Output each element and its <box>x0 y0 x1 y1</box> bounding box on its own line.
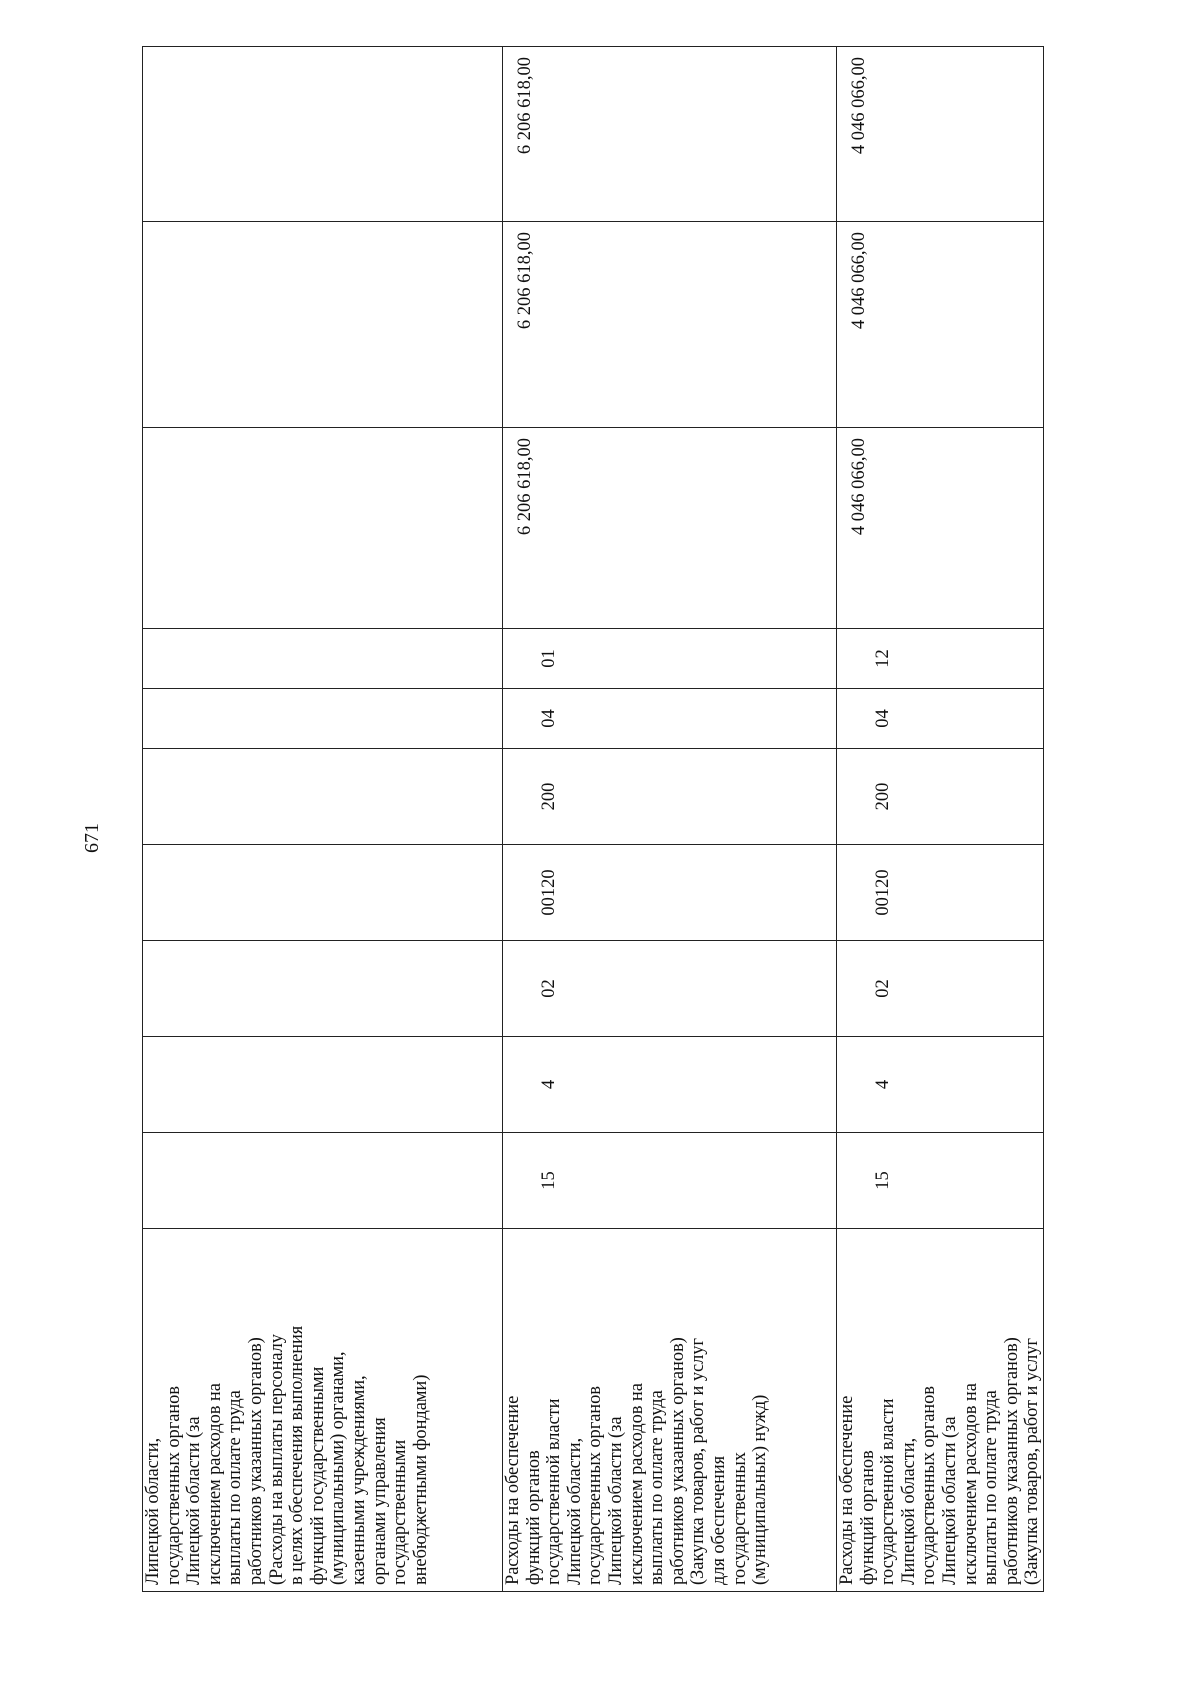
code-cell-c4: 00120 <box>503 845 837 941</box>
description-line: для обеспечения <box>708 1455 729 1585</box>
code-cell-c2 <box>143 1037 503 1133</box>
description-line: функций органов <box>523 1450 544 1585</box>
amount-cell-v1: 4 046 066,00 <box>837 428 1044 629</box>
code-cell-c2: 4 <box>503 1037 837 1133</box>
description-line: Липецкой области, <box>143 1437 163 1585</box>
code-cell-c5: 200 <box>837 749 1044 845</box>
description-line: казенными учреждениями, <box>348 1375 369 1585</box>
description-line: государственных органов <box>163 1386 184 1585</box>
description-line: государственной власти <box>878 1398 899 1585</box>
code-cell-c3: 02 <box>503 941 837 1037</box>
row-description <box>143 1229 503 1592</box>
description-line: органами управления <box>369 1417 390 1585</box>
description-line: в целях обеспечения выполнения <box>287 1325 308 1585</box>
code-cell-c2: 4 <box>837 1037 1044 1133</box>
amount-cell-v2 <box>143 222 503 428</box>
description-line: Липецкой области (за <box>605 1416 626 1585</box>
amount-cell-v3 <box>143 47 503 222</box>
code-cell-c5: 200 <box>503 749 837 845</box>
row-description <box>837 1229 1044 1592</box>
amount-cell-v1: 6 206 618,00 <box>503 428 837 629</box>
code-cell-c7 <box>143 629 503 689</box>
amount-cell-v3: 6 206 618,00 <box>503 47 837 222</box>
description-line: государственных органов <box>585 1386 606 1585</box>
description-line: (Закупка товаров, работ и услуг <box>1022 1338 1043 1585</box>
description-line: государственной власти <box>544 1398 565 1585</box>
description-line: исключением расходов на <box>960 1383 981 1585</box>
code-cell-c1 <box>143 1133 503 1229</box>
description-line: функций органов <box>857 1450 878 1585</box>
budget-table <box>142 46 1044 1592</box>
description-line: функций государственными <box>307 1366 328 1585</box>
description-line: (муниципальными) органами, <box>328 1351 349 1585</box>
amount-cell-v2: 4 046 066,00 <box>837 222 1044 428</box>
code-cell-c6 <box>143 689 503 749</box>
description-line: государственных органов <box>919 1386 940 1585</box>
description-line: Липецкой области, <box>564 1437 585 1585</box>
page-number: 671 <box>81 823 103 853</box>
description-line: государственных <box>729 1452 750 1585</box>
description-line: внебюджетными фондами) <box>410 1374 431 1585</box>
amount-cell-v2: 6 206 618,00 <box>503 222 837 428</box>
description-line: исключением расходов на <box>626 1383 647 1585</box>
row-description <box>503 1229 837 1592</box>
description-line: работников указанных органов) <box>245 1337 266 1585</box>
amount-cell-v1 <box>143 428 503 629</box>
code-cell-c6: 04 <box>837 689 1044 749</box>
description-line: выплаты по оплате труда <box>225 1390 246 1585</box>
description-line: (Расходы на выплаты персоналу <box>266 1334 287 1585</box>
amount-cell-v3: 4 046 066,00 <box>837 47 1044 222</box>
description-line: (муниципальных) нужд) <box>750 1394 771 1585</box>
description-line: Расходы на обеспечение <box>837 1395 857 1585</box>
code-cell-c5 <box>143 749 503 845</box>
description-line: работников указанных органов) <box>1001 1337 1022 1585</box>
description-line: Липецкой области, <box>898 1437 919 1585</box>
description-line: Расходы на обеспечение <box>503 1395 523 1585</box>
code-cell-c1: 15 <box>503 1133 837 1229</box>
description-line: Липецкой области (за <box>939 1416 960 1585</box>
description-line: (Закупка товаров, работ и услуг <box>688 1338 709 1585</box>
description-line: выплаты по оплате труда <box>981 1390 1002 1585</box>
description-line: выплаты по оплате труда <box>647 1390 668 1585</box>
table-row <box>837 47 1044 1592</box>
description-line: исключением расходов на <box>204 1383 225 1585</box>
code-cell-c7: 12 <box>837 629 1044 689</box>
code-cell-c1: 15 <box>837 1133 1044 1229</box>
table-row <box>503 47 837 1592</box>
code-cell-c7: 01 <box>503 629 837 689</box>
rotated-table-frame <box>142 47 1043 1592</box>
description-line: государственными <box>390 1439 411 1585</box>
description-line: работников указанных органов) <box>667 1337 688 1585</box>
description-line: Липецкой области (за <box>184 1416 205 1585</box>
code-cell-c3 <box>143 941 503 1037</box>
table-row <box>143 47 503 1592</box>
code-cell-c3: 02 <box>837 941 1044 1037</box>
code-cell-c4 <box>143 845 503 941</box>
code-cell-c4: 00120 <box>837 845 1044 941</box>
code-cell-c6: 04 <box>503 689 837 749</box>
